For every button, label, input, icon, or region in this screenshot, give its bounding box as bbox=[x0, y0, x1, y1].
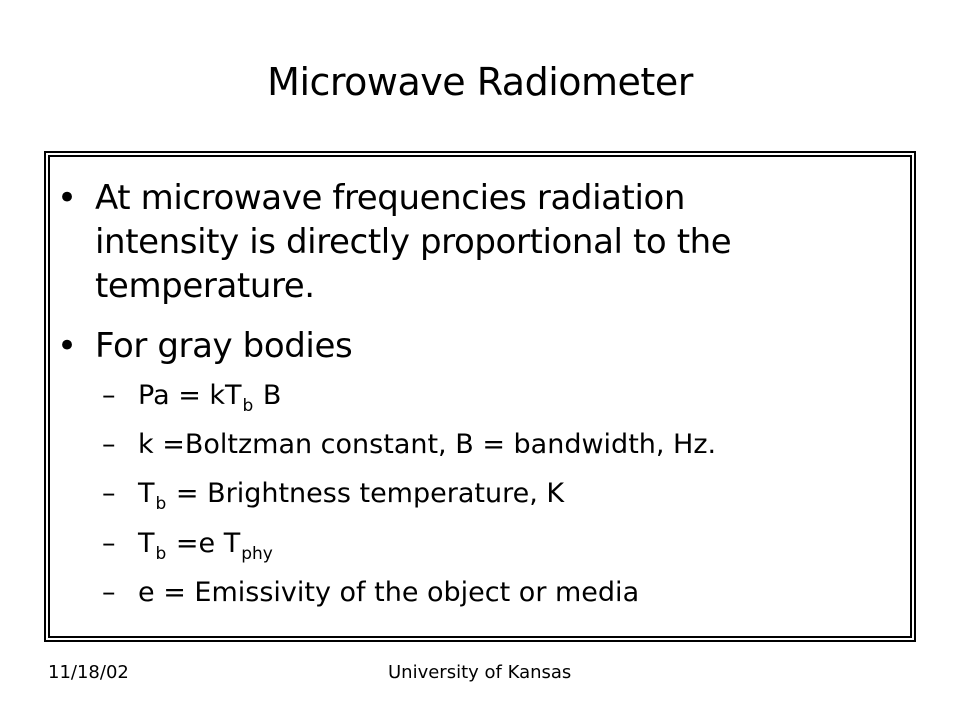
sub-bullet-item bbox=[102, 476, 898, 515]
sub-bullet-item bbox=[102, 427, 898, 463]
bullet-item bbox=[57, 324, 895, 368]
equation-text: T bbox=[138, 478, 155, 509]
subscript: b bbox=[242, 396, 254, 416]
bullet-text-line: temperature. bbox=[95, 266, 315, 306]
equation-text: Pa = kT bbox=[138, 380, 242, 411]
bullet-marker: • bbox=[57, 326, 77, 366]
subscript: b bbox=[155, 494, 167, 514]
bullet-text: For gray bodies bbox=[95, 326, 353, 366]
sub-bullet-marker: – bbox=[102, 528, 116, 559]
sub-bullet-marker: – bbox=[102, 478, 116, 509]
sub-bullet-item bbox=[102, 575, 898, 611]
equation-text: B bbox=[254, 380, 282, 411]
equation-text: T bbox=[138, 528, 155, 559]
subscript: phy bbox=[241, 544, 273, 564]
bullet-marker: • bbox=[57, 178, 77, 218]
bullet-item bbox=[57, 176, 895, 308]
bullet-text-line: At microwave frequencies radiation bbox=[95, 178, 686, 218]
sub-bullet-marker: – bbox=[102, 429, 116, 460]
subscript: b bbox=[155, 544, 167, 564]
sub-bullet-marker: – bbox=[102, 380, 116, 411]
footer-organization: University of Kansas bbox=[388, 662, 572, 683]
footer-date: 11/18/02 bbox=[48, 662, 129, 683]
sub-bullet-text: = Brightness temperature, K bbox=[167, 478, 565, 509]
slide-title: Microwave Radiometer bbox=[267, 60, 693, 104]
sub-bullet-item bbox=[102, 526, 898, 565]
sub-bullet-text: e = Emissivity of the object or media bbox=[138, 577, 640, 608]
sub-bullet-marker: – bbox=[102, 577, 116, 608]
sub-bullet-item bbox=[102, 378, 898, 417]
sub-bullet-text: k =Boltzman constant, B = bandwidth, Hz. bbox=[138, 429, 717, 460]
bullet-text-line: intensity is directly proportional to the bbox=[95, 222, 732, 262]
equation-text: =e T bbox=[167, 528, 241, 559]
